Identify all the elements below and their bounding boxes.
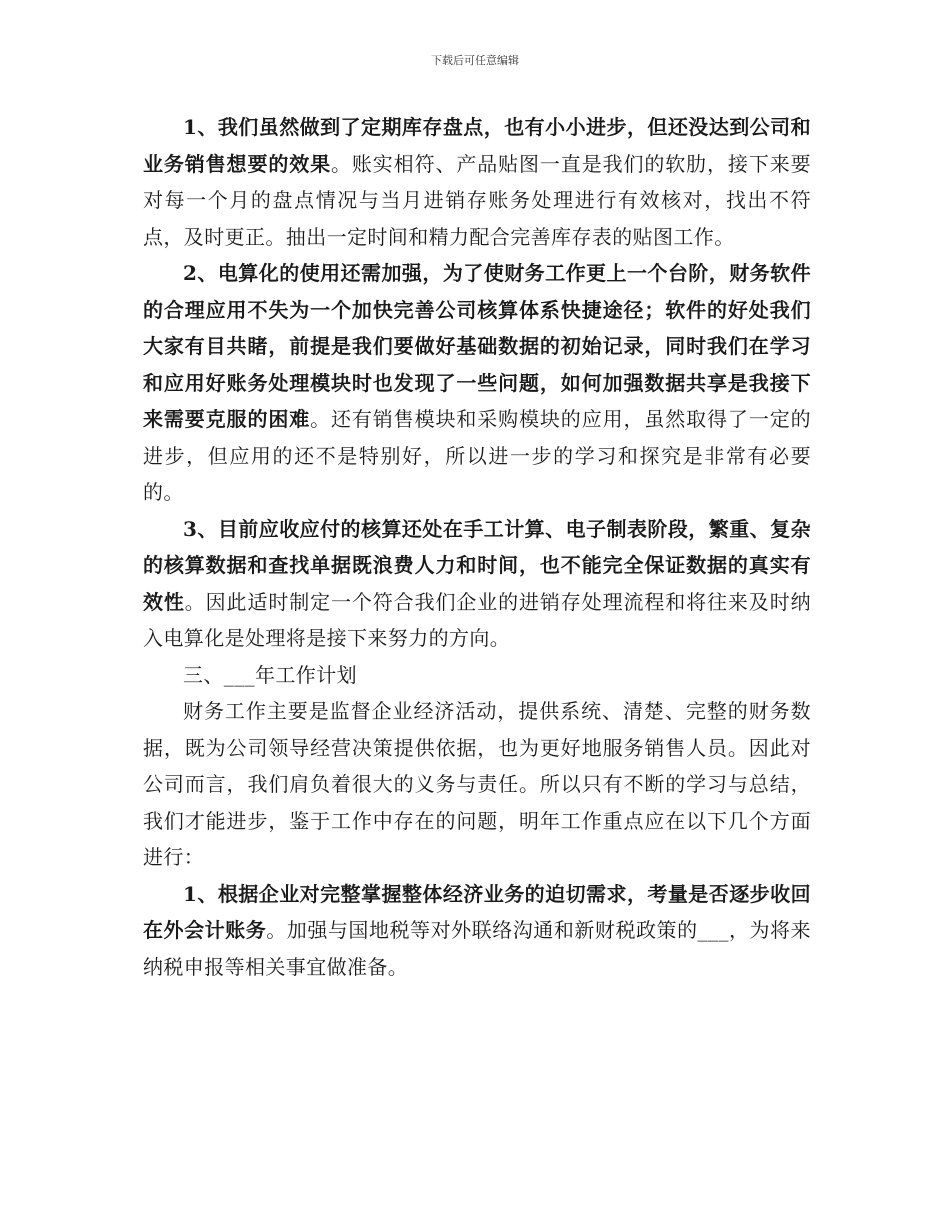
paragraph-lead: 3、目前应收应付的核算还处在手工计算、电子制表阶段，繁重、复杂的核算数据和查找单据既浪费人力和时间，也不能完全保证数据的真实有效性: [143, 516, 811, 614]
paragraph-text: 。还有销售模块和采购模块的应用，虽然取得了一定的进步，但应用的还不是特别好，所以进一步的学习和探究是非常有必要的。: [143, 407, 811, 504]
paragraph-lead: 1、根据企业对完整掌握整体经济业务的迫切需求，考量是否逐步收回在外会计账务: [143, 881, 811, 942]
paragraph-receivables: [143, 511, 811, 657]
page-header: 下载后可任意编辑: [431, 54, 519, 67]
paragraph-plan-intro: [143, 693, 811, 876]
paragraph-text: 。因此适时制定一个符合我们企业的进销存处理流程和将往来及时纳入电算化是处理将是接下来努力的方向。: [143, 589, 811, 650]
paragraph-computerization: [143, 255, 811, 511]
section-heading-work-plan: [143, 657, 811, 694]
paragraph-inventory: [143, 109, 811, 255]
paragraph-lead: 2、电算化的使用还需加强，为了使财务工作更上一个台阶，财务软件的合理应用不失为一个加快完善公司核算体系快捷途径；软件的好处我们大家有目共睹，前提是我们要做好基础数据的初始记录，同时我们在学习和应用好账务处理模块时也发现了一些问题，如何加强数据共享是我接下来需要克服的困难: [143, 261, 811, 431]
paragraph-text: 。账实相符、产品贴图一直是我们的软肋，接下来要对每一个月的盘点情况与当月进销存账务处理进行有效核对，找出不符点，及时更正。抽出一定时间和精力配合完善库存表的贴图工作。: [143, 151, 811, 249]
paragraph-text: 财务工作主要是监督企业经济活动，提供系统、清楚、完整的财务数据，既为公司领导经营决策提供依据，也为更好地服务销售人员。因此对公司而言，我们肩负着很大的义务与责任。所以只有不断的学习与总结，我们才能进步，鉴于工作中存在的问题，明年工作重点应在以下几个方面进行：: [143, 699, 811, 869]
paragraph-lead: 1、我们虽然做到了定期库存盘点，也有小小进步，但还没达到公司和业务销售想要的效果: [143, 115, 811, 176]
paragraph-plan-item-1: [143, 876, 811, 986]
paragraph-text: 三、___年工作计划: [183, 662, 357, 687]
paragraph-text: 。加强与国地税等对外联络沟通和新财税政策的___，为将来纳税申报等相关事宜做准备。: [143, 918, 811, 979]
document-body: [143, 109, 811, 985]
